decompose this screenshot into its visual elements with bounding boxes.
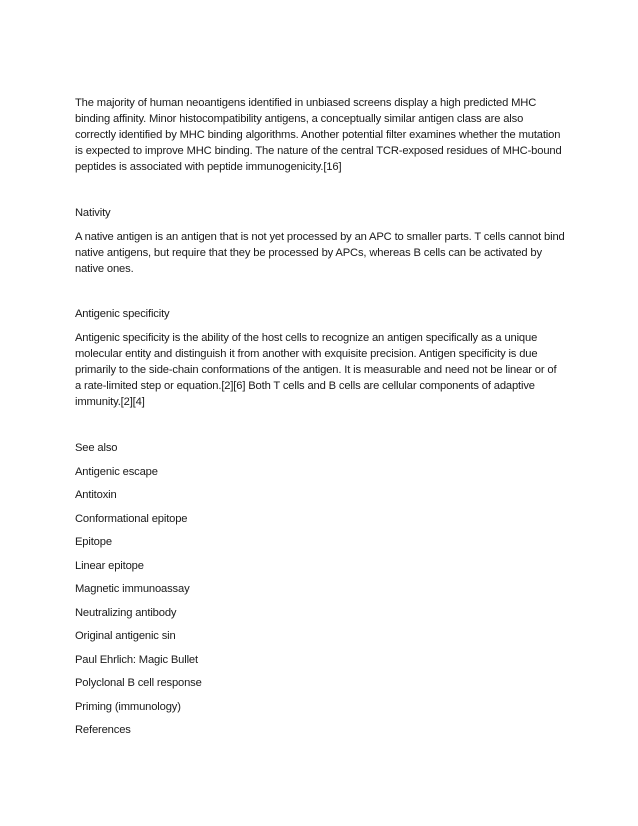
- intro-paragraph: The majority of human neoantigens identified in unbiased screens display a high predicted MHC binding affinity. Minor histocompatibility antigens, a conceptually similar antigen class are also correctly identified by MHC binding algorithms. Another potential filter examines whether the mutation is expected to improve MHC binding. The nature of the central TCR-exposed residues of MHC-bound peptides is associated with peptide immunogenicity.[16]: [75, 97, 562, 173]
- see-also-item-antitoxin[interactable]: Antitoxin: [75, 489, 117, 501]
- references-heading: References: [75, 724, 131, 736]
- see-also-item-magnetic-immunoassay[interactable]: Magnetic immunoassay: [75, 583, 190, 595]
- document-content: [75, 95, 565, 746]
- see-also-heading: See also: [75, 442, 118, 454]
- see-also-item-paul-ehrlich[interactable]: Paul Ehrlich: Magic Bullet: [75, 653, 198, 666]
- see-also-item-original-antigenic-sin[interactable]: Original antigenic sin: [75, 630, 176, 642]
- see-also-list: [75, 464, 565, 739]
- see-also-item-polyclonal-b-cell-response[interactable]: Polyclonal B cell response: [75, 677, 202, 689]
- see-also-item-epitope[interactable]: Epitope: [75, 536, 112, 548]
- nativity-heading: Nativity: [75, 207, 111, 219]
- see-also-section: [75, 440, 565, 738]
- antigenic-specificity-paragraph: Antigenic specificity is the ability of the host cells to recognize an antigen specifically as a unique molecular entity and distinguish it from another with exquisite precision. Antigen specificity is due primarily to the side-chain conformations of the antigen. It is measurable and need not be linear or of a rate-limited step or equation.[2][6] Both T cells and B cells are cellular components of adaptive immunity.[2][4]: [75, 332, 557, 408]
- antigenic-specificity-section: [75, 306, 565, 410]
- antigenic-specificity-heading: Antigenic specificity: [75, 308, 170, 320]
- nativity-paragraph: A native antigen is an antigen that is not yet processed by an APC to smaller parts. T cells cannot bind native antigens, but require that they be processed by APCs, whereas B cells can be activated by native ones.: [75, 231, 565, 275]
- see-also-item-antigenic-escape[interactable]: Antigenic escape: [75, 465, 158, 478]
- nativity-section: [75, 205, 565, 277]
- see-also-item-conformational-epitope[interactable]: Conformational epitope: [75, 512, 188, 525]
- see-also-item-linear-epitope[interactable]: Linear epitope: [75, 559, 144, 572]
- see-also-item-priming[interactable]: Priming (immunology): [75, 700, 181, 713]
- see-also-item-neutralizing-antibody[interactable]: Neutralizing antibody: [75, 606, 177, 619]
